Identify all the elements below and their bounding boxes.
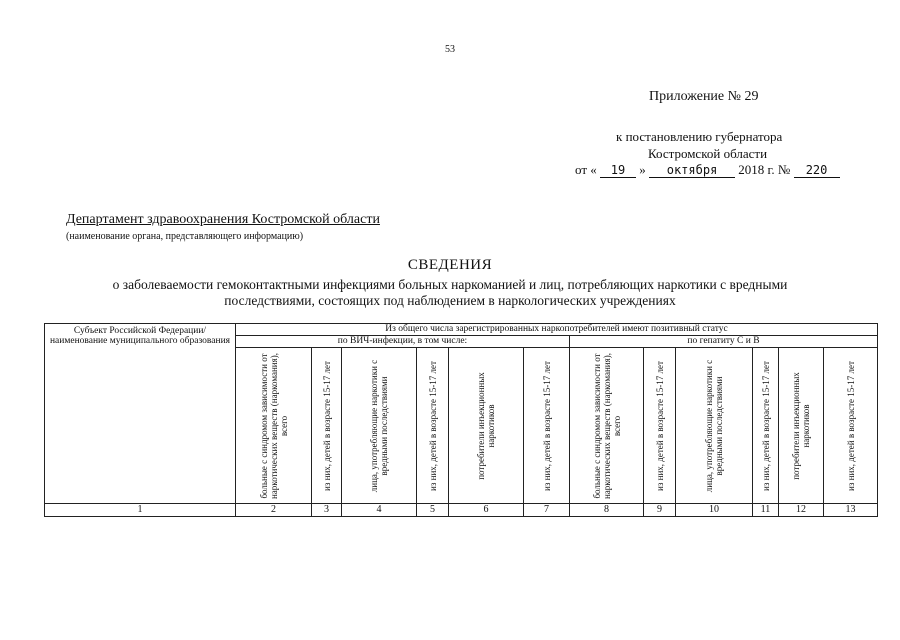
date-month: октября <box>649 163 735 178</box>
column-number: 5 <box>417 504 449 517</box>
column-number: 4 <box>342 504 417 517</box>
statistics-table <box>44 323 878 517</box>
column-number: 7 <box>524 504 570 517</box>
document-subtitle-line2: последствиями, состоящих под наблюдением в наркологических учреждениях <box>224 293 676 308</box>
column-header: из них, детей в возрасте 15-17 лет <box>524 348 570 504</box>
column-number: 9 <box>644 504 676 517</box>
decree-region: Костромской области <box>648 146 768 161</box>
column-number: 11 <box>753 504 779 517</box>
column-header: из них, детей в возрасте 15-17 лет <box>824 348 878 504</box>
document-title: СВЕДЕНИЯ <box>407 257 493 273</box>
date-prefix: от « <box>575 162 597 177</box>
column-number: 1 <box>45 504 236 517</box>
positive-status-header: Из общего числа зарегистрированных наркопотребителей имеют позитивный статус <box>236 324 878 336</box>
column-header: больные с синдромом зависимости от наркотических веществ (наркомания), всего <box>236 348 312 504</box>
column-number: 10 <box>676 504 753 517</box>
column-number: 13 <box>824 504 878 517</box>
date-day: 19 <box>600 163 636 178</box>
column-header: из них, детей в возрасте 15-17 лет <box>417 348 449 504</box>
document-subtitle-line1: о заболеваемости гемоконтактными инфекциями больных наркоманией и лиц, потребляющих наркотики с вредными <box>112 277 788 292</box>
column-header: из них, детей в возрасте 15-17 лет <box>312 348 342 504</box>
department-name: Департамент здравоохранения Костромской области <box>66 212 380 227</box>
column-header: лица, употребляющие наркотики с вредными последствиями <box>342 348 417 504</box>
column-number: 2 <box>236 504 312 517</box>
column-number: 3 <box>312 504 342 517</box>
column-header: из них, детей в возрасте 15-17 лет <box>753 348 779 504</box>
column-number: 12 <box>779 504 824 517</box>
date-year: 2018 г. № <box>738 162 791 177</box>
page-number: 53 <box>445 44 455 55</box>
column-header: из них, детей в возрасте 15-17 лет <box>644 348 676 504</box>
decree-date-line <box>575 162 840 178</box>
column-number-row <box>45 504 878 517</box>
column-header: потребители инъекционных наркотиков <box>449 348 524 504</box>
hepatitis-group-header: по гепатиту С и В <box>570 336 878 348</box>
column-header: больные с синдромом зависимости от наркотических веществ (наркомания), всего <box>570 348 644 504</box>
date-mid: » <box>639 162 646 177</box>
column-header: лица, употребляющие наркотики с вредными последствиями <box>676 348 753 504</box>
decree-number: 220 <box>794 163 840 178</box>
column-header: потребители инъекционных наркотиков <box>779 348 824 504</box>
department-caption: (наименование органа, представляющего информацию) <box>66 231 304 242</box>
decree-reference: к постановлению губернатора <box>616 129 783 144</box>
column-number: 6 <box>449 504 524 517</box>
hiv-group-header: по ВИЧ-инфекции, в том числе: <box>236 336 570 348</box>
appendix-title: Приложение № 29 <box>649 89 759 104</box>
column-number: 8 <box>570 504 644 517</box>
subject-header: Субъект Российской Федерации/ наименование муниципального образования <box>45 324 236 504</box>
